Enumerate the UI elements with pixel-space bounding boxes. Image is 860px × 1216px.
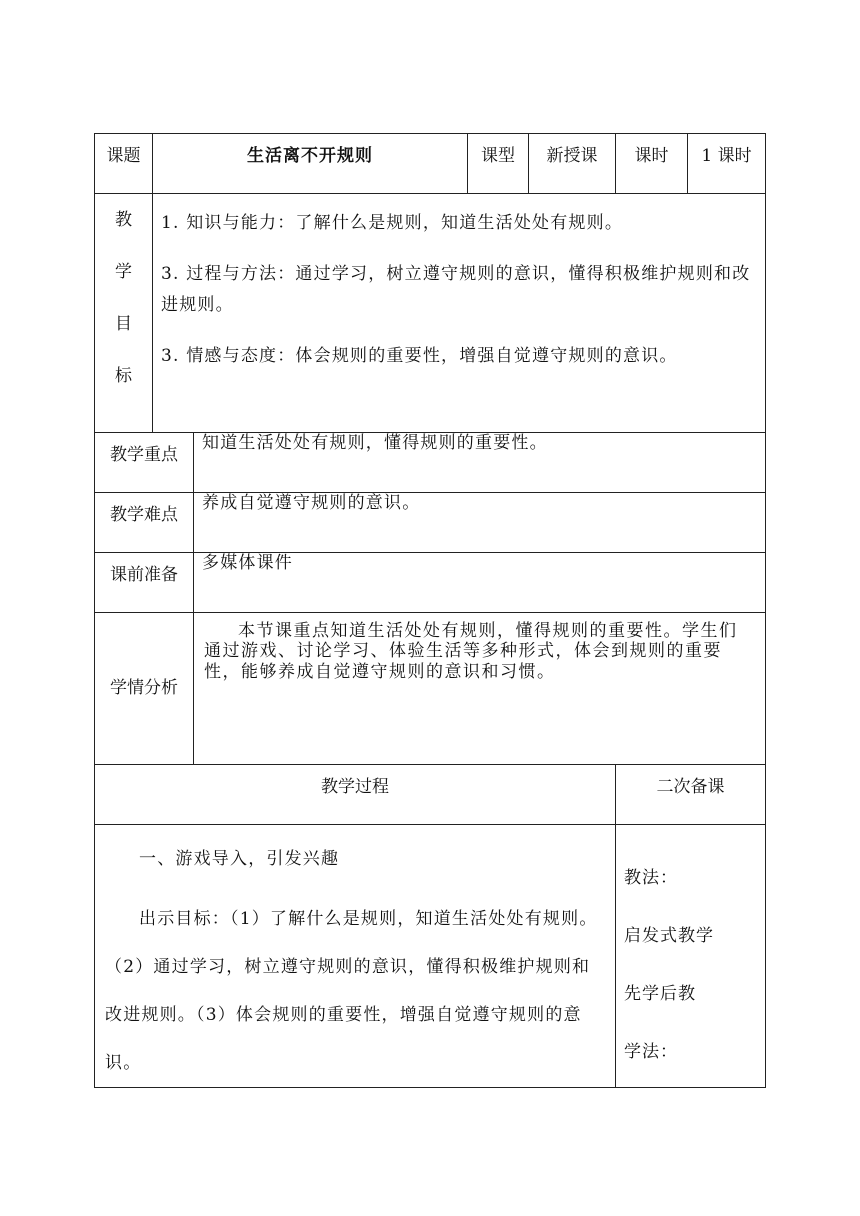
difficulties-value: 养成自觉遵守规则的意识。 <box>194 493 766 553</box>
analysis-label: 学情分析 <box>95 613 194 765</box>
key-points-row <box>95 433 766 493</box>
process-header: 教学过程 <box>95 765 616 825</box>
notes-content <box>616 825 766 1088</box>
goals-label-char: 教 <box>115 210 132 230</box>
goal-item: 3. 情感与态度：体会规则的重要性，增强自觉遵守规则的意识。 <box>161 346 678 366</box>
goals-row <box>95 194 766 433</box>
hours-value: 1 课时 <box>688 134 766 194</box>
note-item: 启发式教学 <box>624 926 714 946</box>
note-item: 教法： <box>624 868 678 888</box>
process-content-row <box>95 825 766 1088</box>
goals-label-char: 标 <box>115 366 132 386</box>
goals-label-char: 学 <box>115 262 132 282</box>
process-paragraph: 出示目标：（1）了解什么是规则，知道生活处处有规则。（2）通过学习，树立遵守规则的意识，懂得积极维护规则和改进规则。（3）体会规则的重要性，增强自觉遵守规则的意识。 <box>105 909 598 1073</box>
analysis-value <box>194 613 766 765</box>
analysis-paragraph: 本节课重点知道生活处处有规则，懂得规则的重要性。学生们通过游戏、讨论学习、体验生活等多种形式，体会到规则的重要性，能够养成自觉遵守规则的意识和习惯。 <box>204 621 738 682</box>
preparation-label: 课前准备 <box>95 553 194 613</box>
analysis-row <box>95 613 766 765</box>
key-points-value: 知道生活处处有规则，懂得规则的重要性。 <box>194 433 766 493</box>
notes-header: 二次备课 <box>616 765 766 825</box>
preparation-value: 多媒体课件 <box>194 553 766 613</box>
header-row <box>95 134 766 194</box>
key-points-label: 教学重点 <box>95 433 194 493</box>
type-value: 新授课 <box>529 134 616 194</box>
section-title: 一、游戏导入，引发兴趣 <box>139 849 340 869</box>
type-label: 课型 <box>468 134 529 194</box>
goal-item: 1. 知识与能力：了解什么是规则，知道生活处处有规则。 <box>161 213 624 233</box>
difficulties-row <box>95 493 766 553</box>
goal-item: 3. 过程与方法：通过学习，树立遵守规则的意识，懂得积极维护规则和改进规则。 <box>161 264 751 315</box>
process-header-row <box>95 765 766 825</box>
goals-content <box>153 194 766 433</box>
goals-label <box>95 194 153 433</box>
note-item: 先学后教 <box>624 984 696 1004</box>
hours-label: 课时 <box>616 134 688 194</box>
topic-value: 生活离不开规则 <box>153 134 468 194</box>
process-content <box>95 825 616 1088</box>
difficulties-label: 教学难点 <box>95 493 194 553</box>
topic-label: 课题 <box>95 134 153 194</box>
preparation-row <box>95 553 766 613</box>
lesson-plan-table <box>94 133 766 1088</box>
note-item: 学法： <box>624 1042 678 1062</box>
goals-label-char: 目 <box>115 314 132 334</box>
